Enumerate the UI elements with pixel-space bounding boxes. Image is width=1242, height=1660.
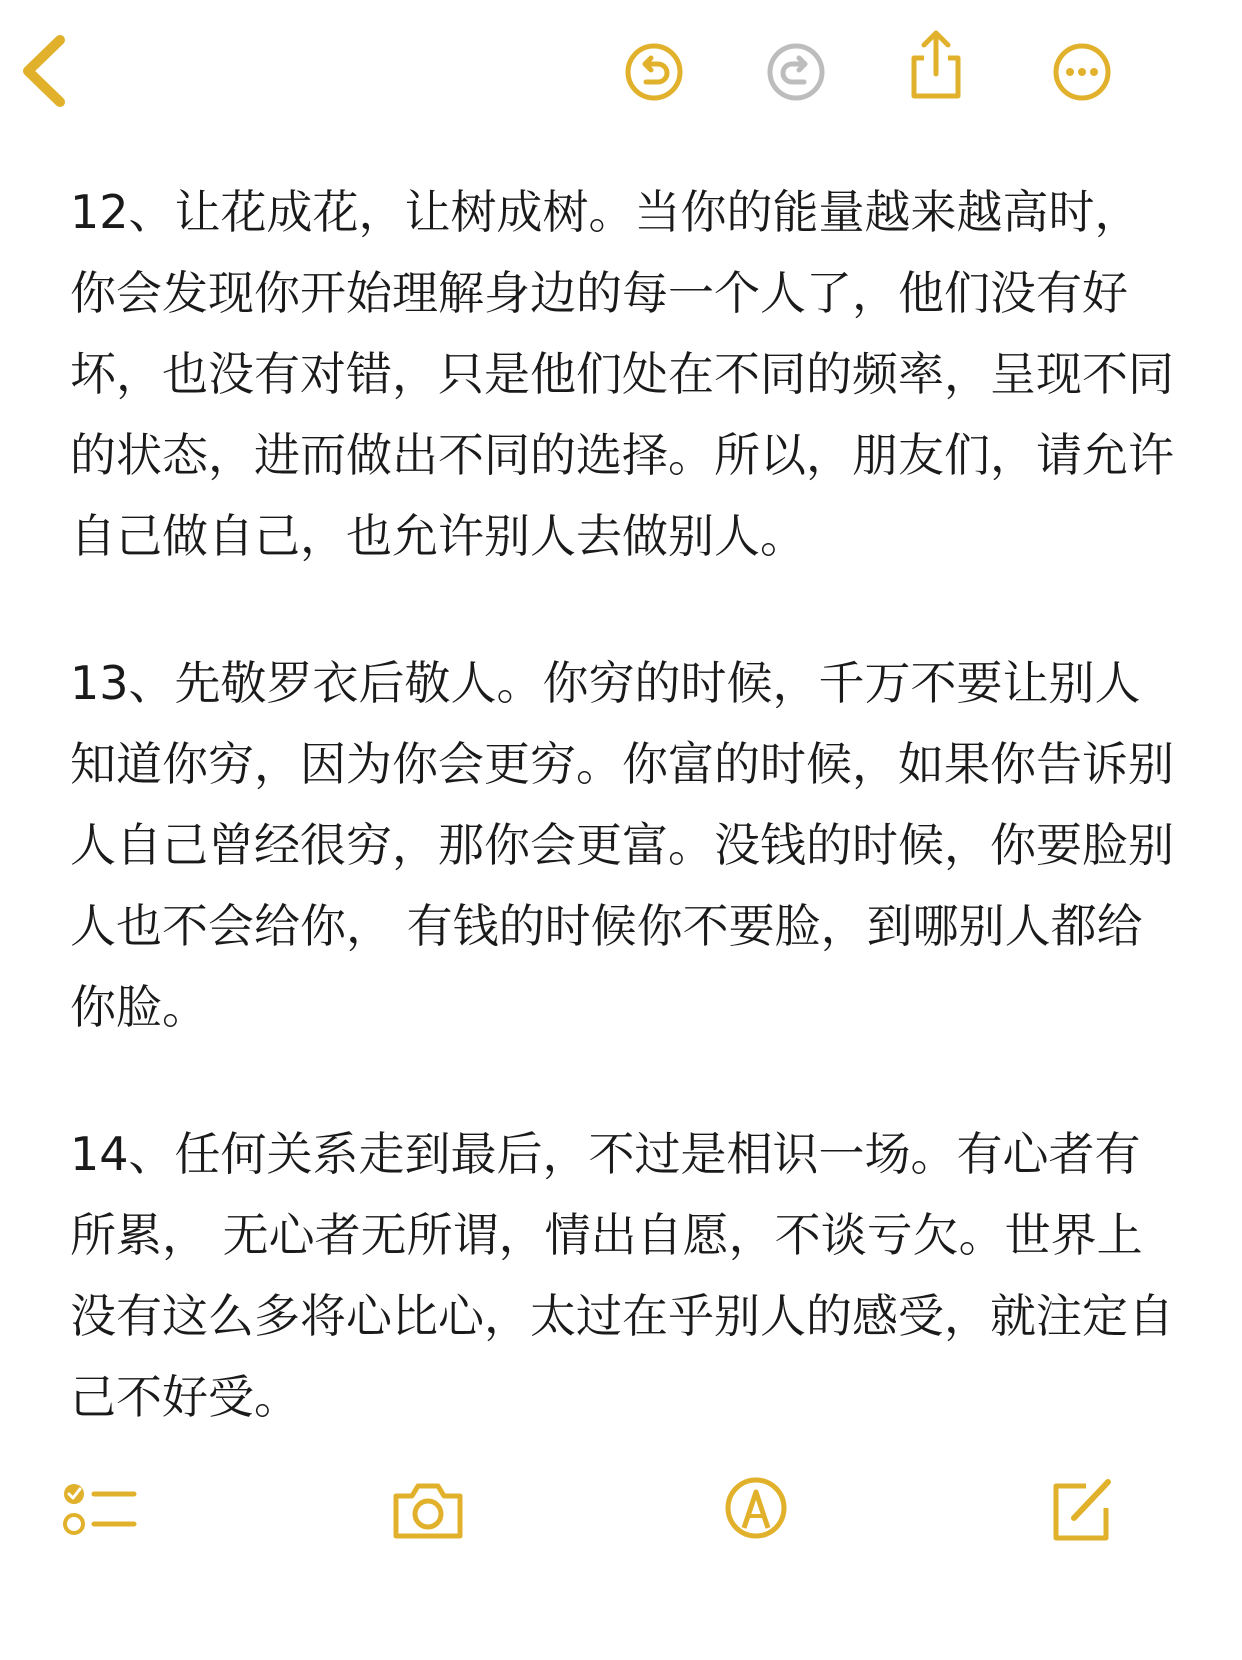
note-paragraph-14: 14、任何关系走到最后，不过是相识一场。有心者有所累， 无心者无所谓，情出自愿，不谈亏欠。世界上没有这么多将心比心，太过在乎别人的感受，就注定自己不好受。 [70,1127,1174,1424]
checklist-icon[interactable] [60,1478,138,1542]
ellipsis-circle-icon[interactable] [1052,42,1112,102]
note-body[interactable] [70,172,1180,1512]
chevron-left-icon[interactable] [18,34,72,108]
note-paragraph-13: 13、先敬罗衣后敬人。你穷的时候，千万不要让别人知道你穷，因为你会更穷。你富的时候，如果你告诉别人自己曾经很穷，那你会更富。没钱的时候，你要脸别人也不会给你， 有钱的时候你不要脸，到哪别人都给你脸。 [70,656,1174,1034]
camera-icon[interactable] [390,1478,466,1542]
redo-circle-icon[interactable] [766,42,826,102]
share-icon[interactable] [906,28,966,102]
note-paragraph-12: 12、让花成花，让树成树。当你的能量越来越高时，你会发现你开始理解身边的每一个人了，他们没有好坏，也没有对错，只是他们处在不同的频率，呈现不同的状态，进而做出不同的选择。所以，朋友们，请允许自己做自己，也允许别人去做别人。 [70,185,1174,563]
undo-circle-icon[interactable] [624,42,684,102]
pen-circle-icon[interactable] [724,1476,788,1540]
compose-icon[interactable] [1050,1474,1116,1544]
